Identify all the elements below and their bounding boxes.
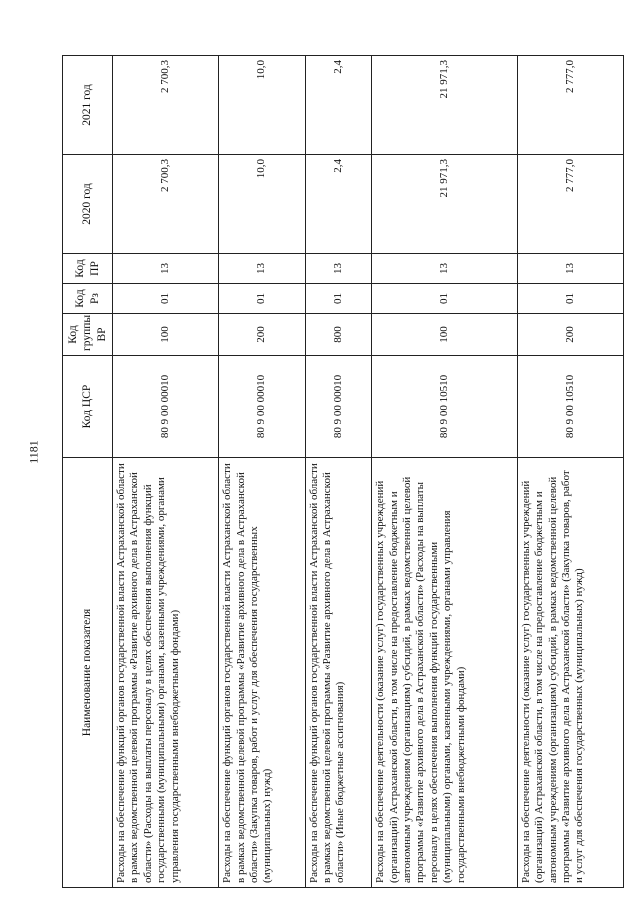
table-header-row: [63, 56, 113, 888]
row-vr: 200: [219, 314, 305, 356]
row-name: Расходы на обеспечение деятельности (оказание услуг) государственных учреждений (организаций) Астраханской области, в том числе на предоставление бюджетным и автономным учреждениям (организациям) субсидий, в рамках ведомственной целевой программы «Развитие архивного дела в Астраханской области» (Расходы на выплаты персоналу в целях обеспечения выполнения функций государственными (муниципальными) органами, казенными учреждениями, органами управления государственными внебюджетными фондами): [372, 458, 518, 888]
row-pr: 13: [305, 254, 372, 284]
header-pr: Код ПР: [63, 254, 113, 284]
row-2020: 2,4: [305, 155, 372, 254]
row-csr: 80 9 00 00010: [219, 356, 305, 458]
row-name: Расходы на обеспечение функций органов государственной власти Астраханской области в рамках ведомственной целевой программы «Развитие архивного дела в Астраханской области» (Иные бюджетные ассигнования): [305, 458, 372, 888]
row-vr: 100: [372, 314, 518, 356]
header-2020: 2020 год: [63, 155, 113, 254]
rotated-table-frame: [62, 56, 624, 888]
header-vr: Код группы ВР: [63, 314, 113, 356]
budget-table: [62, 55, 624, 888]
row-csr: 80 9 00 10510: [517, 356, 623, 458]
row-csr: 80 9 00 00010: [305, 356, 372, 458]
row-vr: 800: [305, 314, 372, 356]
row-name: Расходы на обеспечение деятельности (оказание услуг) государственных учреждений (организаций) Астраханской области, в том числе на предоставление бюджетным и автономным учреждениям (организациям) субсидий, в рамках ведомственной целевой программы «Развитие архивного дела в Астраханской области» (Закупка товаров, работ и услуг для обеспечения государственных (муниципальных) нужд): [517, 458, 623, 888]
row-vr: 100: [113, 314, 219, 356]
row-2020: 2 700,3: [113, 155, 219, 254]
row-2021: 10,0: [219, 56, 305, 155]
table-row: [517, 56, 623, 888]
header-name: Наименование показателя: [63, 458, 113, 888]
row-csr: 80 9 00 10510: [372, 356, 518, 458]
row-csr: 80 9 00 00010: [113, 356, 219, 458]
row-2021: 2 777,0: [517, 56, 623, 155]
row-rz: 01: [372, 284, 518, 314]
table-row: [372, 56, 518, 888]
table-row: [113, 56, 219, 888]
budget-table-container: [62, 56, 624, 888]
row-rz: 01: [305, 284, 372, 314]
row-2021: 2,4: [305, 56, 372, 155]
row-2020: 10,0: [219, 155, 305, 254]
header-2021: 2021 год: [63, 56, 113, 155]
table-row: [219, 56, 305, 888]
row-2021: 21 971,3: [372, 56, 518, 155]
page-number: 1181: [26, 440, 41, 464]
row-pr: 13: [113, 254, 219, 284]
row-pr: 13: [372, 254, 518, 284]
row-2020: 21 971,3: [372, 155, 518, 254]
row-rz: 01: [517, 284, 623, 314]
row-2020: 2 777,0: [517, 155, 623, 254]
row-2021: 2 700,3: [113, 56, 219, 155]
table-row: [305, 56, 372, 888]
header-csr: Код ЦСР: [63, 356, 113, 458]
row-pr: 13: [517, 254, 623, 284]
row-name: Расходы на обеспечение функций органов государственной власти Астраханской области в рамках ведомственной целевой программы «Развитие архивного дела в Астраханской области» (Расходы на выплаты персоналу в целях обеспечения выполнения функций государственными (муниципальными) органами, казенными учреждениями, органами управления государственными внебюджетными фондами): [113, 458, 219, 888]
row-rz: 01: [113, 284, 219, 314]
row-pr: 13: [219, 254, 305, 284]
row-vr: 200: [517, 314, 623, 356]
row-name: Расходы на обеспечение функций органов государственной власти Астраханской области в рамках ведомственной целевой программы «Развитие архивного дела в Астраханской области» (Закупка товаров, работ и услуг для обеспечения государственных (муниципальных) нужд): [219, 458, 305, 888]
header-rz: Код Рз: [63, 284, 113, 314]
row-rz: 01: [219, 284, 305, 314]
